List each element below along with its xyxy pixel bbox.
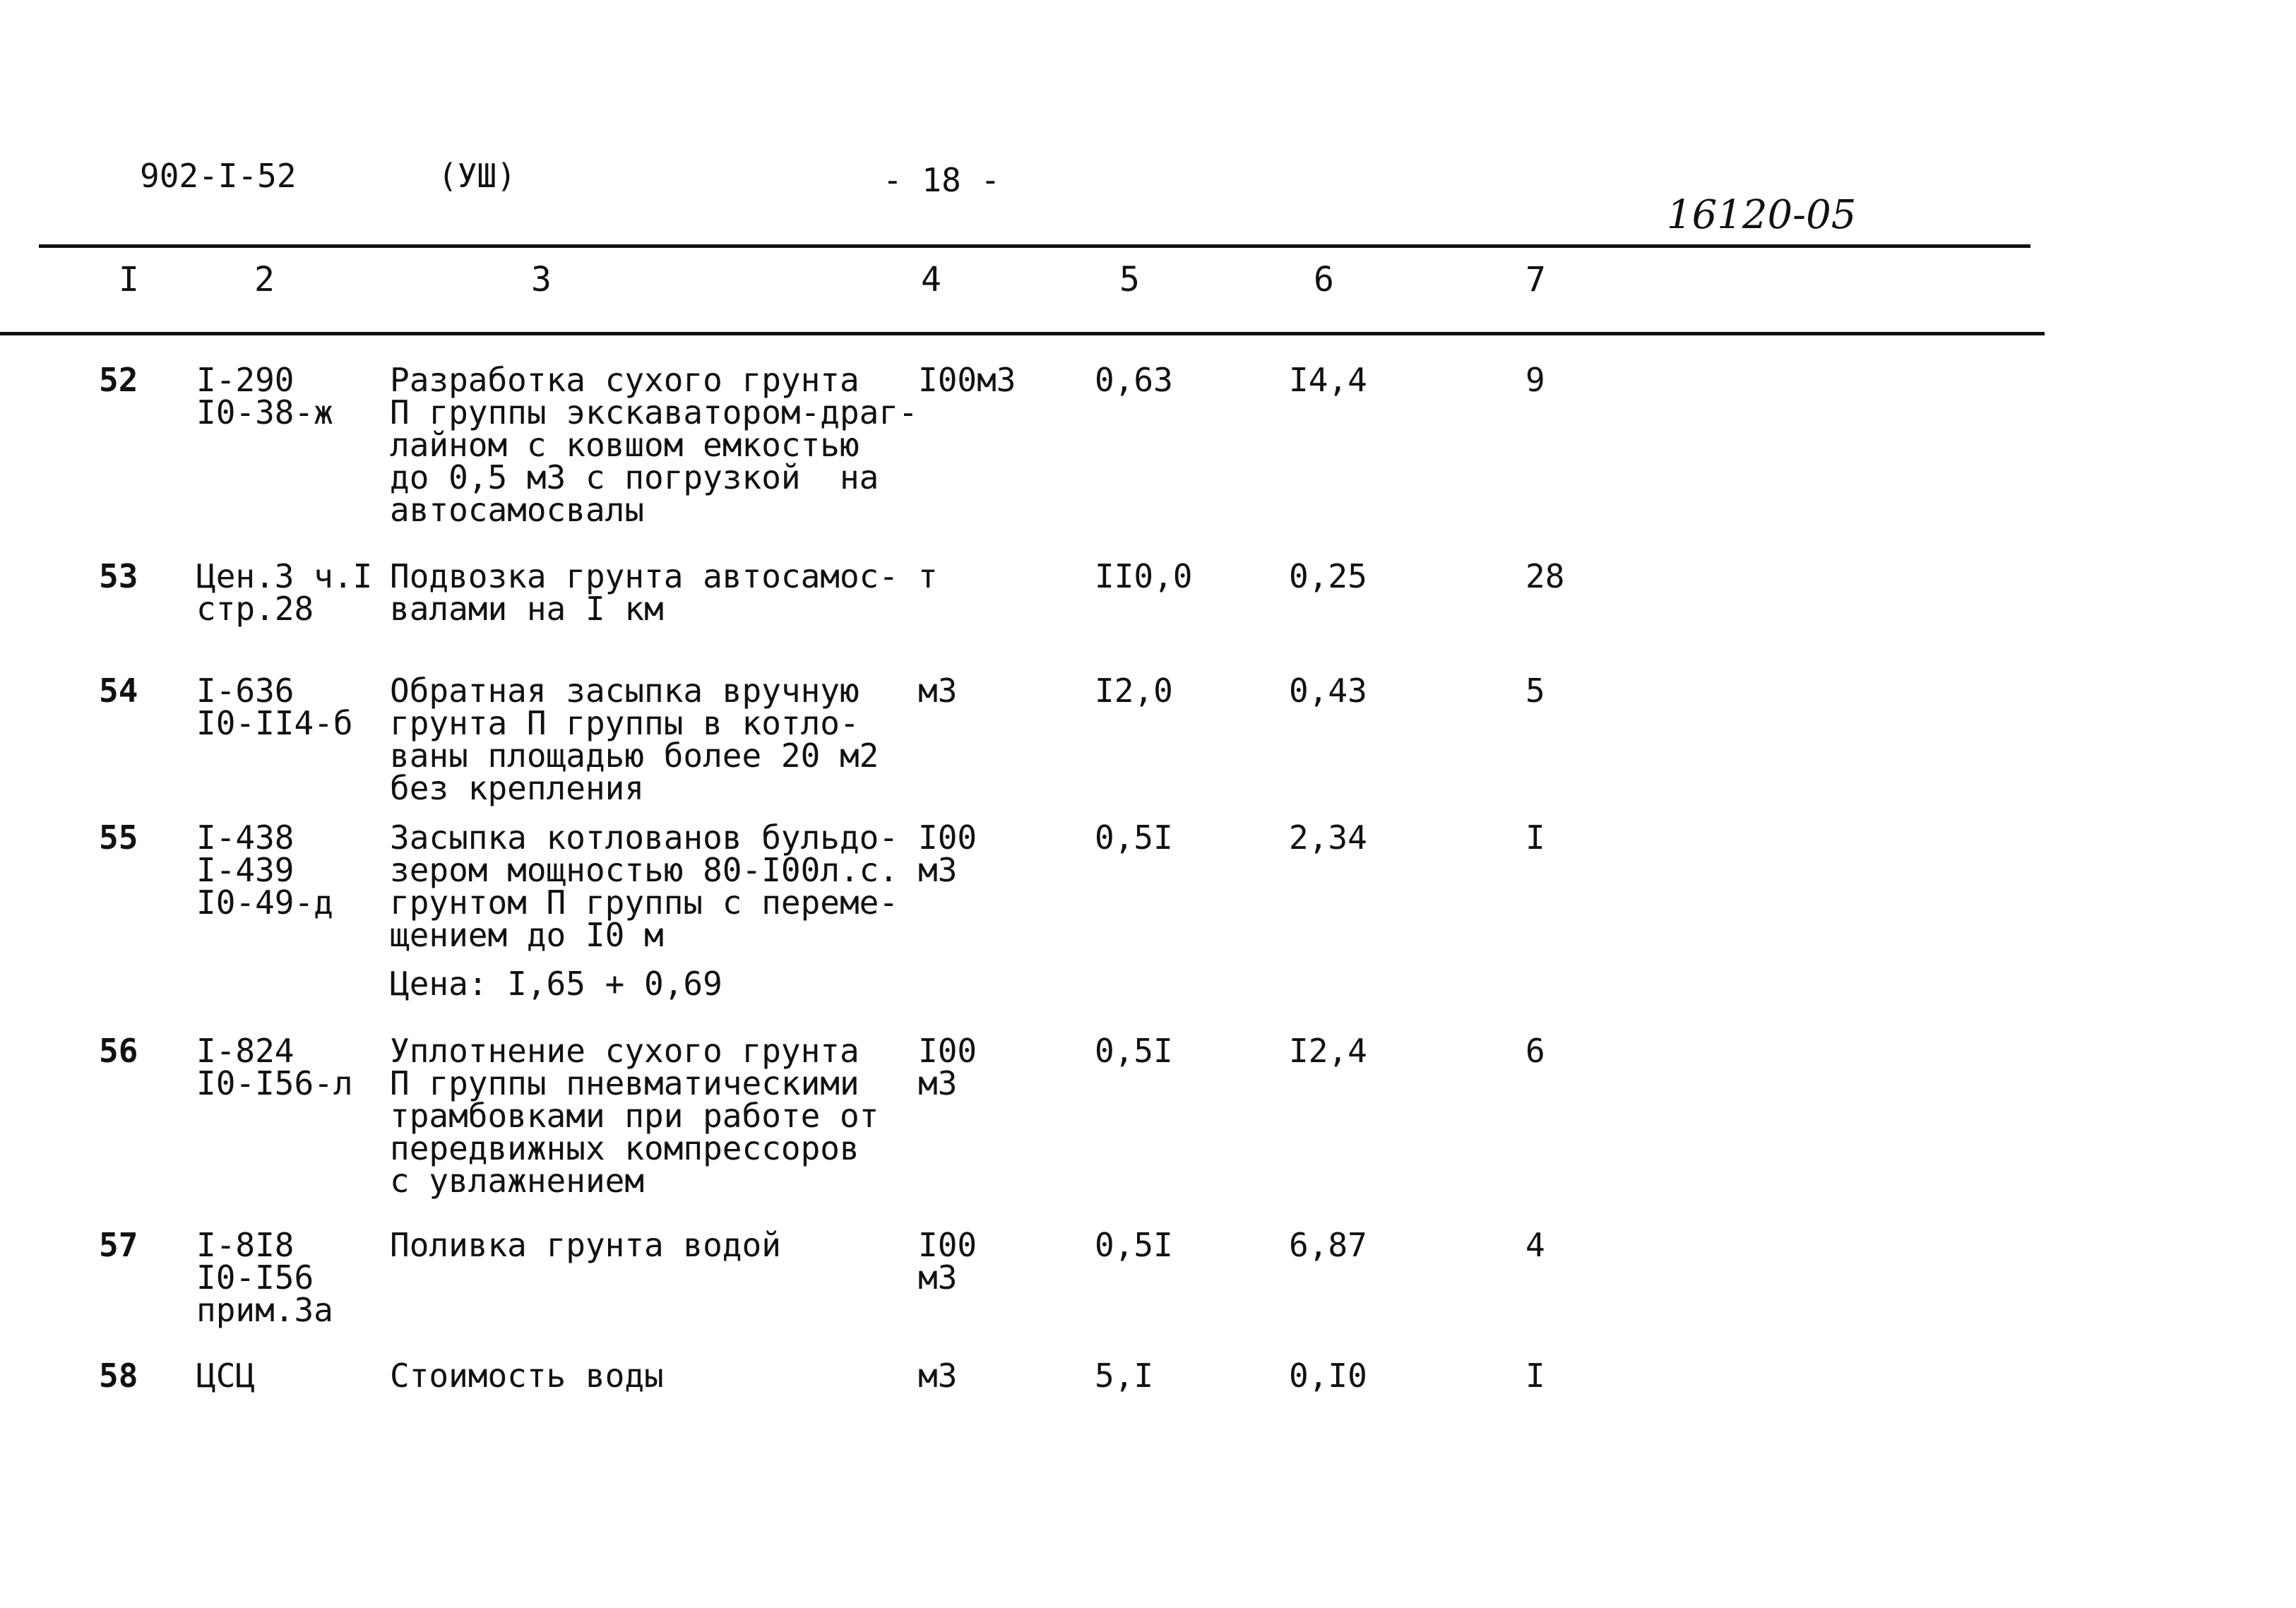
row-price-note: Цена: I,65 + 0,69 [390,965,722,1003]
row-unit-line: м3 [918,851,958,889]
row-description-line: валами на I км [390,590,664,628]
row-code-line: Цен.3 ч.I [196,557,373,595]
row-quantity: I2,0 [1095,672,1173,710]
row-code-line: I-438 [196,818,295,857]
row-code-line: I-290 [196,361,295,399]
row-description-line: Разработка сухого грунта [390,361,859,399]
row-unit-line: I00 [918,818,977,857]
row-description-line: Обратная засыпка вручную [390,672,859,710]
row-code [196,361,333,431]
column-header-6: 6 [1314,260,1334,299]
column-header-7: 7 [1525,260,1546,299]
row-price: 2,34 [1289,818,1367,857]
row-price: 0,I0 [1289,1357,1367,1395]
row-unit-line: м3 [918,1357,958,1395]
column-header-1: I [119,260,139,299]
header-bottom-rule [0,332,2045,335]
row-code-line: I-439 [196,851,295,889]
row-number: 52 [99,361,138,399]
row-cost: 6 [1525,1032,1545,1070]
row-description-line: трамбовками при работе от [390,1097,879,1135]
row-price: 6,87 [1289,1226,1367,1264]
row-unit [918,1032,977,1102]
row-code-line: стр.28 [196,590,314,628]
row-unit-line: I00м3 [918,361,1016,399]
row-number: 56 [99,1032,138,1070]
row-code [196,818,333,922]
row-description-line: П группы пневматическими [390,1064,859,1102]
row-description-line: Стоимость воды [390,1357,664,1395]
row-quantity: 0,5I [1095,1226,1173,1264]
row-unit [918,1226,977,1297]
row-description-line: автосамосвалы [390,491,645,529]
column-header-5: 5 [1119,260,1140,299]
row-unit-line: т [918,557,938,595]
row-description-line: с увлажнением [390,1162,645,1200]
column-header-3: 3 [531,260,552,299]
row-unit-line: м3 [918,1258,958,1297]
row-number: 58 [99,1357,138,1395]
row-description [390,1357,664,1395]
row-price: 0,43 [1289,672,1367,710]
row-number: 54 [99,672,138,710]
row-description [390,1032,879,1200]
row-code [196,1226,333,1329]
row-quantity: 0,5I [1095,818,1173,857]
album-label: (УШ) [438,157,516,195]
row-cost: I [1525,1357,1545,1395]
row-unit-line: I00 [918,1032,977,1070]
row-cost: 28 [1525,557,1565,595]
document-code: 902-I-52 [140,157,297,195]
row-description-line: Уплотнение сухого грунта [390,1032,859,1070]
column-header-4: 4 [921,260,941,299]
row-code-line: ЦСЦ [196,1357,256,1395]
row-number: 57 [99,1226,138,1264]
row-unit-line: м3 [918,672,958,710]
row-code-line: I-824 [196,1032,295,1070]
row-description-line: Подвозка грунта автосамос- [390,557,899,595]
row-number: 55 [99,818,138,857]
row-number: 53 [99,557,138,595]
row-description-line: грунта П группы в котло- [390,704,859,742]
row-description [390,818,899,954]
row-code-line: I-636 [196,672,295,710]
row-description [390,1226,781,1264]
row-unit [918,672,958,710]
row-code-line: I0-I56-л [196,1064,353,1102]
row-cost: I [1525,818,1545,857]
row-unit-line: I00 [918,1226,977,1264]
row-code-line: I-8I8 [196,1226,295,1264]
archive-number: 16120-05 [1667,192,1857,238]
row-code-line: I0-II4-б [196,704,353,742]
row-quantity: 5,I [1095,1357,1154,1395]
row-unit [918,557,938,595]
row-cost: 9 [1525,361,1545,399]
row-unit [918,1357,958,1395]
row-cost: 5 [1525,672,1545,710]
row-description-line: Засыпка котлованов бульдо- [390,818,899,857]
row-description-line: ваны площадью более 20 м2 [390,737,879,775]
row-description-line: до 0,5 м3 с погрузкой на [390,458,879,496]
row-code-line: I0-49-д [196,883,333,922]
top-rule [39,244,2030,248]
row-unit [918,361,1016,399]
row-code [196,672,353,742]
row-quantity: 0,63 [1095,361,1173,399]
page-number: - 18 - [883,161,1001,199]
row-quantity: 0,5I [1095,1032,1173,1070]
row-code [196,557,373,628]
row-description-line: зером мощностью 80-I00л.с. [390,851,899,889]
row-description-line: грунтом П группы с переме- [390,883,899,922]
row-description-line: щением до I0 м [390,916,664,954]
row-code [196,1357,256,1395]
row-unit [918,818,977,889]
row-code-line: прим.3а [196,1291,333,1329]
row-description [390,361,918,529]
row-code-line: I0-38-ж [196,393,333,431]
row-price: I2,4 [1289,1032,1367,1070]
row-description-line: П группы экскаватором-драг- [390,393,918,431]
column-header-2: 2 [254,260,275,299]
row-price: I4,4 [1289,361,1367,399]
row-quantity: II0,0 [1095,557,1193,595]
row-description-line: без крепления [390,769,645,807]
row-description [390,557,899,628]
row-unit-line: м3 [918,1064,958,1102]
row-code-line: I0-I56 [196,1258,314,1297]
row-description-line: Поливка грунта водой [390,1226,781,1264]
row-description-line: передвижных компрессоров [390,1129,859,1167]
row-code [196,1032,353,1102]
row-description [390,672,879,807]
row-description-line: лайном с ковшом емкостью [390,426,859,464]
row-cost: 4 [1525,1226,1545,1264]
row-price: 0,25 [1289,557,1367,595]
